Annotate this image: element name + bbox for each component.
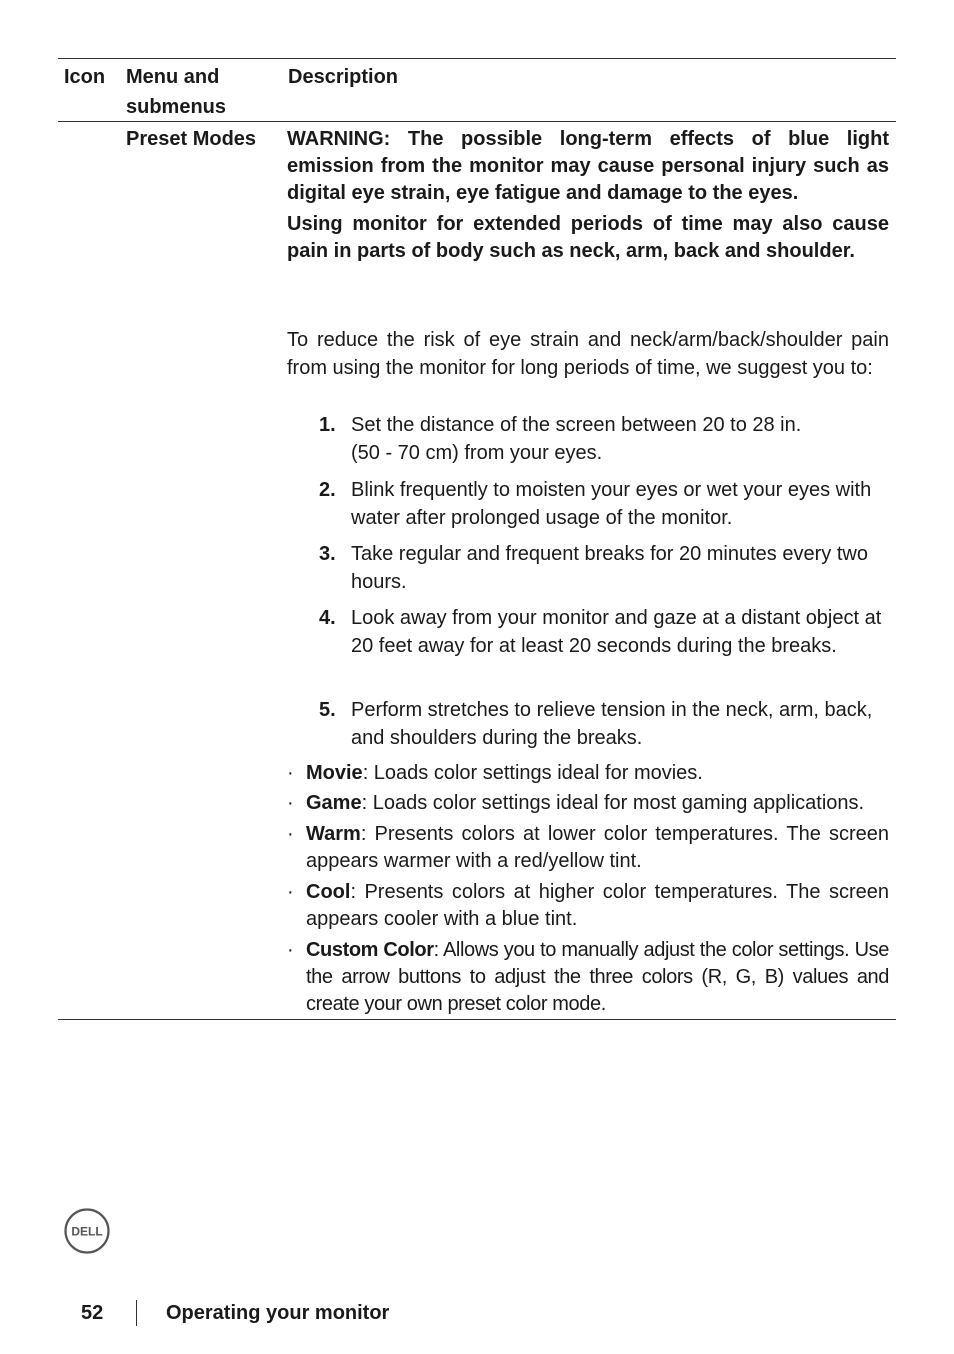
- step-number: 5.: [319, 699, 336, 721]
- header-icon: Icon: [64, 66, 106, 88]
- menu-preset-modes: Preset Modes: [126, 128, 257, 150]
- step-text: [351, 411, 889, 467]
- mode-text: : Allows you to manually adjust the color settings. Use the arrow buttons to adjust the three colors (R, G, B) values and create your own preset color mode.: [306, 939, 890, 1015]
- intro-paragraph: To reduce the risk of eye strain and neck/arm/back/shoulder pain from using the monitor for long periods of time, we suggest you to:: [287, 329, 889, 379]
- dell-logo-text: DELL: [71, 1224, 103, 1239]
- dell-logo-icon: [64, 1208, 110, 1254]
- mode-item-game: [287, 790, 889, 817]
- step-item: [319, 411, 889, 467]
- mode-name: Cool: [306, 881, 351, 903]
- step-text-line1: Set the distance of the screen between 20 to 28 in.: [351, 414, 802, 436]
- bullet-dot: ·: [287, 939, 294, 961]
- bullet-dot: ·: [287, 881, 294, 903]
- step-item: [319, 476, 889, 532]
- header-description: Description: [288, 66, 399, 88]
- mode-name: Movie: [306, 762, 363, 784]
- step-text: Look away from your monitor and gaze at a distant object at 20 feet away for at least 20 seconds during the breaks.: [351, 607, 882, 657]
- mode-item-custom-color: [287, 937, 889, 1018]
- warning-paragraph-1: WARNING: The possible long-term effects of blue light emission from the monitor may cause personal injury such as digital eye strain, eye fatigue and damage to the eyes.: [287, 128, 889, 204]
- step-text: Perform stretches to relieve tension in the neck, arm, back, and shoulders during the breaks.: [351, 699, 873, 749]
- step-number: 2.: [319, 479, 336, 501]
- header-menu-line1: Menu and: [126, 66, 220, 88]
- footer-section-title: Operating your monitor: [166, 1302, 390, 1324]
- table-bottom-rule: [58, 1019, 896, 1020]
- step-text-line2: (50 - 70 cm) from your eyes.: [351, 442, 603, 464]
- step-number: 4.: [319, 607, 336, 629]
- mode-item-cool: [287, 879, 889, 933]
- mode-text: : Presents colors at higher color temperatures. The screen appears cooler with a blue tint.: [306, 881, 889, 930]
- mode-text: : Loads color settings ideal for most gaming applications.: [361, 792, 865, 814]
- warning-paragraph-2: Using monitor for extended periods of time may also cause pain in parts of body such as neck, arm, back and shoulder.: [287, 213, 889, 262]
- step-number: 3.: [319, 543, 336, 565]
- bullet-dot: ·: [287, 762, 294, 784]
- page-number: 52: [81, 1302, 104, 1324]
- step-text: Take regular and frequent breaks for 20 minutes every two hours.: [351, 543, 868, 593]
- header-menu: [126, 62, 226, 122]
- mode-text: : Presents colors at lower color temperatures. The screen appears warmer with a red/yellow tint.: [306, 823, 889, 872]
- mode-name: Game: [306, 792, 362, 814]
- table-top-rule: [58, 58, 896, 59]
- mode-text: : Loads color settings ideal for movies.: [362, 762, 703, 784]
- mode-name: Custom Color: [306, 939, 434, 961]
- header-menu-line2: submenus: [126, 96, 227, 118]
- mode-item-warm: [287, 821, 889, 875]
- step-item: [319, 540, 889, 596]
- mode-item-movie: [287, 760, 889, 787]
- warning-block: [287, 126, 889, 265]
- mode-name: Warm: [306, 823, 361, 845]
- footer-separator: [136, 1300, 137, 1326]
- bullet-dot: ·: [287, 792, 294, 814]
- bullet-dot: ·: [287, 823, 294, 845]
- step-item: [319, 696, 889, 752]
- step-text: Blink frequently to moisten your eyes or wet your eyes with water after prolonged usage of the monitor.: [351, 479, 872, 529]
- step-number: 1.: [319, 414, 336, 436]
- step-item: [319, 604, 889, 660]
